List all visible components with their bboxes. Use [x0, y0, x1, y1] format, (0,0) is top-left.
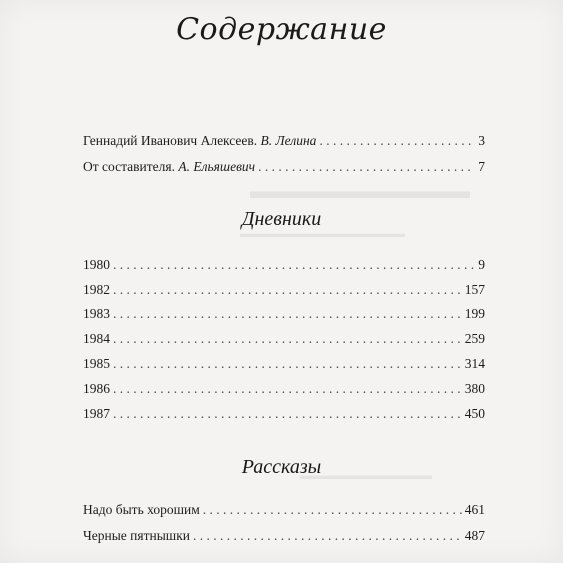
dot-leader: [113, 306, 462, 322]
dot-leader: [113, 356, 462, 372]
toc-entry-diary-year: 1980 . . . 9: [83, 257, 485, 273]
toc-entry-diary-year: 1987 . . . 450: [83, 406, 485, 422]
dot-leader: [113, 282, 462, 298]
toc-page-number: 9: [478, 257, 485, 272]
toc-entry-diary-year: 1982 . . . 157: [83, 282, 485, 298]
dot-leader: [113, 406, 462, 422]
dot-leader: [258, 159, 475, 175]
toc-page-number: 3: [478, 133, 485, 148]
section-heading-stories: Рассказы: [241, 456, 322, 478]
reverse-side-show-through: ▬▬▬▬▬▬▬▬▬▬▬▬▬▬▬: [240, 228, 405, 240]
toc-entry-diary-year: 1984 . . . 259: [83, 331, 485, 347]
toc-page-number: 314: [464, 356, 485, 371]
dot-leader: [113, 331, 462, 347]
toc-page-number: 450: [464, 406, 485, 421]
toc-entry-diary-year: 1983 . . . 199: [83, 306, 485, 322]
toc-page-number: 199: [464, 306, 485, 321]
toc-page-number: 259: [464, 331, 485, 346]
toc-page-number: 157: [464, 282, 485, 297]
dot-leader: [319, 133, 475, 149]
toc-entry-label: От составителя. А. Ельяшевич: [83, 159, 256, 174]
section-heading-diaries: Дневники: [241, 208, 322, 230]
toc-entry-diary-year: 1985 . . . 314: [83, 356, 485, 372]
dot-leader: [113, 257, 475, 273]
toc-entry-story: Надо быть хорошим . . . 461: [83, 502, 485, 518]
dot-leader: [203, 502, 462, 518]
reverse-side-show-through: ▬▬▬▬▬▬▬▬▬▬: [250, 178, 470, 203]
toc-entry-preface: [83, 133, 485, 149]
toc-entry-diary-year: 1986 . . . 380: [83, 381, 485, 397]
toc-page-number: 380: [464, 381, 485, 396]
toc-entry-compiler-note: [83, 159, 485, 175]
toc-page-number: 487: [464, 528, 485, 543]
toc-page-number: 7: [478, 159, 485, 174]
toc-entry-story: Черные пятнышки . . . 487: [83, 528, 485, 544]
page-title: Содержание: [176, 12, 387, 47]
dot-leader: [193, 528, 462, 544]
toc-page-number: 461: [464, 502, 485, 517]
dot-leader: [113, 381, 462, 397]
toc-entry-label: Геннадий Иванович Алексеев. В. Лелина: [83, 133, 317, 148]
reverse-side-show-through: ▬▬▬▬▬▬▬▬▬▬▬▬: [300, 470, 432, 482]
